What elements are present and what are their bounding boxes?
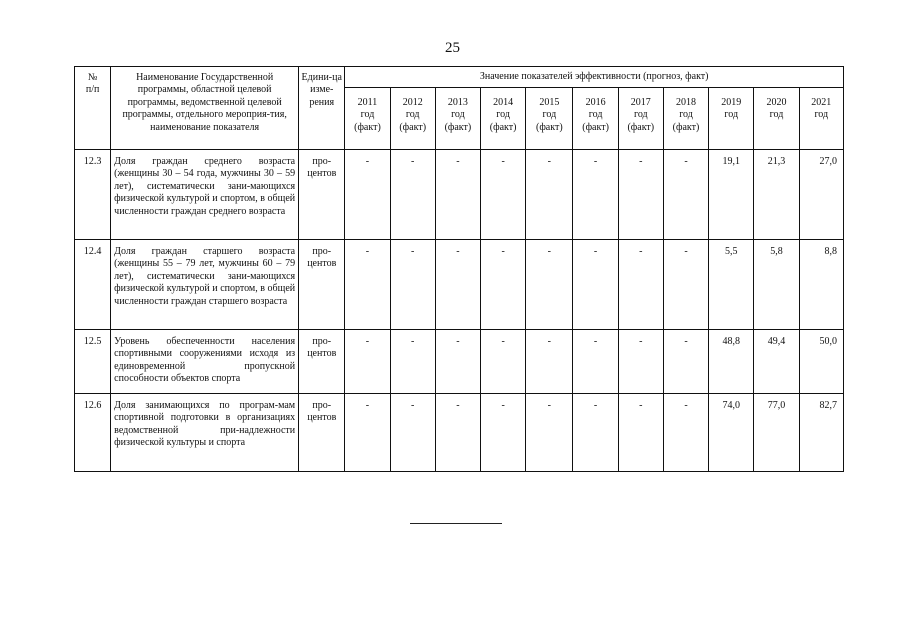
- value-cell: 5,5: [709, 240, 754, 330]
- value-cell: -: [663, 330, 708, 394]
- header-year: 2015 год (факт): [526, 88, 573, 150]
- value-cell: -: [390, 240, 435, 330]
- indicator-name: Доля граждан среднего возраста (женщины 30 – 54 года, мужчины 30 – 59 лет), систематически зани-мающихся физической культурой и спортом, в общей численности граждан среднего возраста: [111, 150, 299, 240]
- indicator-name: Доля занимающихся по програм-мам спортивной подготовки в организациях ведомственной при-надлежности физической культуры и спорта: [111, 394, 299, 472]
- footer-rule: [410, 523, 502, 524]
- value-cell: -: [573, 150, 618, 240]
- value-cell: -: [663, 394, 708, 472]
- value-cell: 77,0: [754, 394, 799, 472]
- value-cell: -: [526, 150, 573, 240]
- header-num: № п/п: [75, 67, 111, 150]
- header-year: 2019 год: [709, 88, 754, 150]
- header-row: [75, 67, 844, 88]
- value-cell: 49,4: [754, 330, 799, 394]
- value-cell: 48,8: [709, 330, 754, 394]
- unit-cell: про-центов: [299, 394, 345, 472]
- value-cell: -: [345, 330, 390, 394]
- value-cell: -: [526, 394, 573, 472]
- value-cell: -: [435, 394, 480, 472]
- header-group: Значение показателей эффективности (прогноз, факт): [345, 67, 844, 88]
- value-cell: -: [618, 240, 663, 330]
- unit-cell: про-центов: [299, 330, 345, 394]
- row-number: 12.6: [75, 394, 111, 472]
- header-name: Наименование Государственной программы, областной целевой программы, ведомственной целевой программы, отдельного мероприя-тия, наименование показателя: [111, 67, 299, 150]
- row-number: 12.4: [75, 240, 111, 330]
- header-unit: Едини-ца изме-рения: [299, 67, 345, 150]
- table-row: [75, 150, 844, 240]
- value-cell: 5,8: [754, 240, 799, 330]
- row-number: 12.5: [75, 330, 111, 394]
- header-year: 2011 год (факт): [345, 88, 390, 150]
- value-cell: -: [481, 240, 526, 330]
- value-cell: 8,8: [799, 240, 843, 330]
- unit-cell: про-центов: [299, 150, 345, 240]
- unit-cell: про-центов: [299, 240, 345, 330]
- header-year: 2020 год: [754, 88, 799, 150]
- indicator-name: Уровень обеспеченности населения спортивными сооружениями исходя из единовременной пропускной способности объектов спорта: [111, 330, 299, 394]
- value-cell: 21,3: [754, 150, 799, 240]
- value-cell: -: [390, 394, 435, 472]
- value-cell: -: [345, 394, 390, 472]
- table-row: [75, 394, 844, 472]
- value-cell: -: [481, 330, 526, 394]
- value-cell: 82,7: [799, 394, 843, 472]
- value-cell: -: [390, 330, 435, 394]
- table-row: [75, 240, 844, 330]
- header-year: 2014 год (факт): [481, 88, 526, 150]
- header-year: 2012 год (факт): [390, 88, 435, 150]
- table-row: [75, 330, 844, 394]
- header-year: 2021 год: [799, 88, 843, 150]
- row-number: 12.3: [75, 150, 111, 240]
- value-cell: -: [618, 394, 663, 472]
- value-cell: -: [618, 150, 663, 240]
- header-year: 2018 год (факт): [663, 88, 708, 150]
- value-cell: -: [573, 330, 618, 394]
- value-cell: -: [435, 150, 480, 240]
- value-cell: -: [390, 150, 435, 240]
- value-cell: -: [663, 240, 708, 330]
- page-number: 25: [445, 40, 460, 56]
- header-year: 2017 год (факт): [618, 88, 663, 150]
- value-cell: -: [526, 240, 573, 330]
- value-cell: -: [573, 240, 618, 330]
- value-cell: -: [526, 330, 573, 394]
- value-cell: -: [345, 240, 390, 330]
- value-cell: -: [481, 150, 526, 240]
- value-cell: -: [573, 394, 618, 472]
- value-cell: 74,0: [709, 394, 754, 472]
- indicator-name: Доля граждан старшего возраста (женщины 55 – 79 лет, мужчины 60 – 79 лет), систематически зани-мающихся физической культурой и спортом, в общей численности граждан старшего возраста: [111, 240, 299, 330]
- value-cell: -: [663, 150, 708, 240]
- value-cell: 19,1: [709, 150, 754, 240]
- value-cell: -: [435, 240, 480, 330]
- value-cell: 27,0: [799, 150, 843, 240]
- indicators-table: [74, 66, 844, 472]
- value-cell: -: [481, 394, 526, 472]
- value-cell: -: [435, 330, 480, 394]
- value-cell: 50,0: [799, 330, 843, 394]
- header-year: 2016 год (факт): [573, 88, 618, 150]
- header-year: 2013 год (факт): [435, 88, 480, 150]
- value-cell: -: [618, 330, 663, 394]
- value-cell: -: [345, 150, 390, 240]
- table-body: [75, 150, 844, 472]
